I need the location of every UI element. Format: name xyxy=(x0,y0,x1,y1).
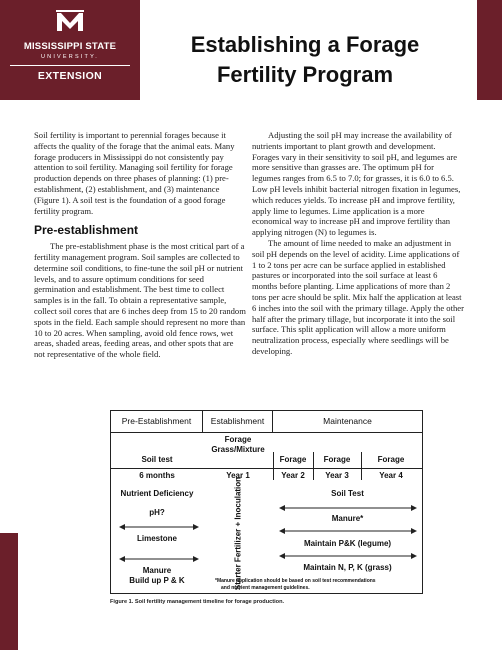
logo-university-subtitle: UNIVERSITY. xyxy=(40,54,100,60)
right-column xyxy=(252,130,464,357)
pre-establishment-paragraph: The pre-establishment phase is the most critical part of a fertility management program. Soil samples are collected to determine soil conditions, to fine-tune the soil pH or nutrient levels, and to assure optimum conditions for seed germination and establishment. The best time to collect samples is in the fall. To obtain a representative sample, collect soil cores that are 6 inches deep from 15 to 20 random spots in the field. Each sample should represent no more than 10 to 20 acres. When sampling, avoid old fence rows, wet areas, shaded areas, feeding areas, and other spots that are not representative of the whole field. xyxy=(34,241,246,360)
limestone-arrow-icon xyxy=(119,523,199,531)
soil-test-label: Soil test xyxy=(141,455,173,464)
six-months-label: 6 months xyxy=(139,471,175,480)
manure-arrow-icon xyxy=(119,555,199,563)
footnote-line-1: *Manure application should be based on soil test recommendations xyxy=(215,578,376,584)
logo-university-name: MISSISSIPPI STATE xyxy=(23,41,117,52)
year-3-label: Year 3 xyxy=(325,471,349,480)
title-line-1: Establishing a Forage xyxy=(190,32,420,57)
build-up-pk-label: Build up P & K xyxy=(129,576,185,585)
msu-extension-logo xyxy=(0,0,140,100)
footnote-line-2: and nutrient management guidelines. xyxy=(221,585,310,591)
phase-pre-establishment: Pre-Establishment xyxy=(111,411,203,432)
year-4-label: Year 4 xyxy=(379,471,403,480)
fertility-timeline-figure xyxy=(110,410,423,594)
page-title xyxy=(160,30,450,90)
maintain-npk-label: Maintain N, P, K (grass) xyxy=(303,563,392,572)
manure-maint-arrow-icon xyxy=(279,527,417,535)
maintain-pk-label: Maintain P&K (legume) xyxy=(303,539,392,548)
figure-caption: Figure 1. Soil fertility management timeline for forage production. xyxy=(110,599,285,605)
left-column xyxy=(34,130,246,360)
forage-label-year2: Forage xyxy=(279,455,307,464)
timeline-axis xyxy=(111,468,422,469)
manure-footnote xyxy=(215,578,421,592)
soil-test-arrow-icon xyxy=(279,504,417,512)
maintain-arrow-icon xyxy=(279,552,417,560)
forage-label-year4: Forage xyxy=(377,455,405,464)
logo-divider xyxy=(10,65,130,66)
pre-establishment-heading: Pre-establishment xyxy=(34,223,139,238)
phase-maintenance: Maintenance xyxy=(323,416,372,426)
footer-accent-bar xyxy=(0,533,18,650)
soil-ph-paragraph: Adjusting the soil pH may increase the availability of nutrients important to plant growth and development. Forages vary in their sensitivity to soil pH, and legumes are more sensitive than grasses are. The optimum pH for legumes ranges from 6.5 to 7.0; for grasses, it is 6.0 to 6.5. Low pH levels inhibit bacterial nitrogen fixation in legumes, which reduces yields. To increase pH and improve fertility, apply lime to legumes. Lime application is a more economical way to increase pH and improve fertility than applying nitrogen (N) to legumes is. xyxy=(252,130,461,238)
intro-paragraph: Soil fertility is important to perennial forages because it affects the quality of the forage that the animal eats. Many forage producers in Mississippi do not consistently pay attention to soil fertility. Managing soil fertility for forage production depends on three phases of planning: (1) pre-establishment, (2) establishment, and (3) maintenance (Figure 1). A soil test is the foundation of a good forage fertility program. xyxy=(34,130,235,216)
limestone-label: Limestone xyxy=(136,534,177,543)
manure-label: Manure xyxy=(142,566,172,575)
logo-extension: EXTENSION xyxy=(37,70,103,82)
header-accent-bar xyxy=(477,0,502,100)
title-line-2: Fertility Program xyxy=(216,62,394,87)
msu-m-emblem-icon xyxy=(56,10,84,32)
year-2-label: Year 2 xyxy=(281,471,305,480)
maintenance-soil-test-label: Soil Test xyxy=(331,489,364,498)
lime-paragraph: The amount of lime needed to make an adjustment in soil pH depends on the level of acidity. Lime applications of 1 to 2 tons per acre can be surface applied in established pastures or incorporated into the soil surface at least 6 months before planting. Lime applications of more than 2 tons per acre should be split. Mix half the application at least 6 inches into the soil with the primary tillage. Apply the other half after the primary tillage, but incorporate it into the soil surface. This split application will allow a more uniform neutralization process, especially where seedlings will be developing. xyxy=(252,237,464,356)
forage-grass-label-2: Grass/Mixture xyxy=(211,445,265,454)
header-divider xyxy=(111,432,422,433)
nutrient-deficiency-label: Nutrient Deficiency xyxy=(120,489,194,498)
starter-fertilizer-label: Starter Fertilizer + Inoculation xyxy=(233,476,243,591)
phase-establishment: Establishment xyxy=(203,411,273,432)
forage-label-year3: Forage xyxy=(323,455,351,464)
forage-grass-label-1: Forage xyxy=(224,435,252,444)
year-1-label: Year 1 xyxy=(226,471,250,480)
ph-question-label: pH? xyxy=(149,508,165,517)
manure-star-label: Manure* xyxy=(331,514,364,523)
